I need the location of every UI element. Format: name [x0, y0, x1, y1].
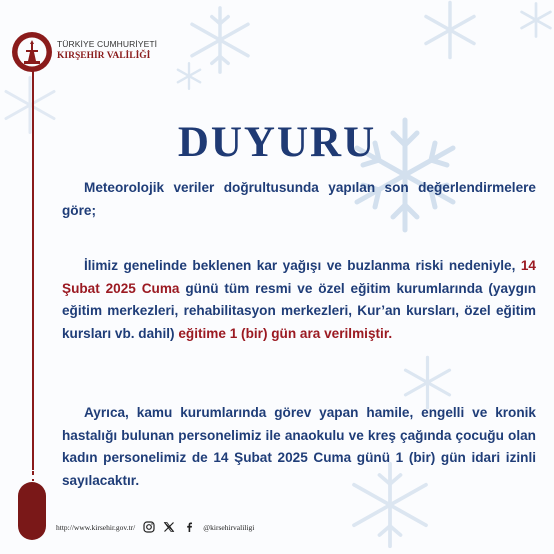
- paragraph-main: [62, 255, 536, 345]
- decorative-pill: [18, 482, 46, 540]
- paragraph-main-text: İlimiz genelinde beklenen kar yağışı ve buzlanma riski nedeniyle,: [84, 258, 521, 273]
- snowflake-icon: [518, 2, 554, 38]
- snowflake-icon: [175, 62, 203, 90]
- decorative-dashed-line: [32, 455, 34, 481]
- snowflake-icon: [420, 0, 480, 60]
- announcement-title: DUYURU: [177, 119, 377, 166]
- instagram-icon[interactable]: [143, 521, 155, 533]
- facebook-icon[interactable]: [183, 521, 195, 533]
- highlight-decision: eğitime 1 (bir) gün ara verilmiştir.: [178, 325, 393, 341]
- snowflake-icon: [185, 5, 255, 75]
- organization-name: [57, 38, 157, 62]
- website-link[interactable]: http://www.kirsehir.gov.tr/: [56, 522, 136, 532]
- x-icon[interactable]: [163, 521, 175, 533]
- footer: [56, 519, 254, 535]
- paragraph-intro: Meteorolojik veriler doğrultusunda yapılan son değerlendirmelere göre;: [62, 180, 536, 218]
- highlight-date: 14 Şubat 2025 Cuma: [62, 258, 536, 296]
- social-handle[interactable]: @kirsehirvaliligi: [203, 522, 255, 532]
- paragraph-leave: Ayrıca, kamu kurumlarında görev yapan hamile, engelli ve kronik hastalığı bulunan personelimiz ile anaokulu ve kreş çağında çocuğu olan kadın personelimiz de 14 Şubat 2025 Cuma günü 1 (bir) gün idari izinli sayılacaktır.: [62, 405, 536, 488]
- org-line1: TÜRKİYE CUMHURİYETİ: [57, 39, 158, 49]
- paragraph-main-text-cont: günü tüm resmi ve özel eğitim kurumlarında (yaygın eğitim merkezleri, rehabilitasyon merkezleri, Kur’an kursları, özel eğitim kursları vb. dahil): [62, 280, 537, 341]
- org-line2: KIRŞEHİR VALİLİĞİ: [57, 51, 151, 61]
- kirsehir-seal-logo: [11, 31, 53, 73]
